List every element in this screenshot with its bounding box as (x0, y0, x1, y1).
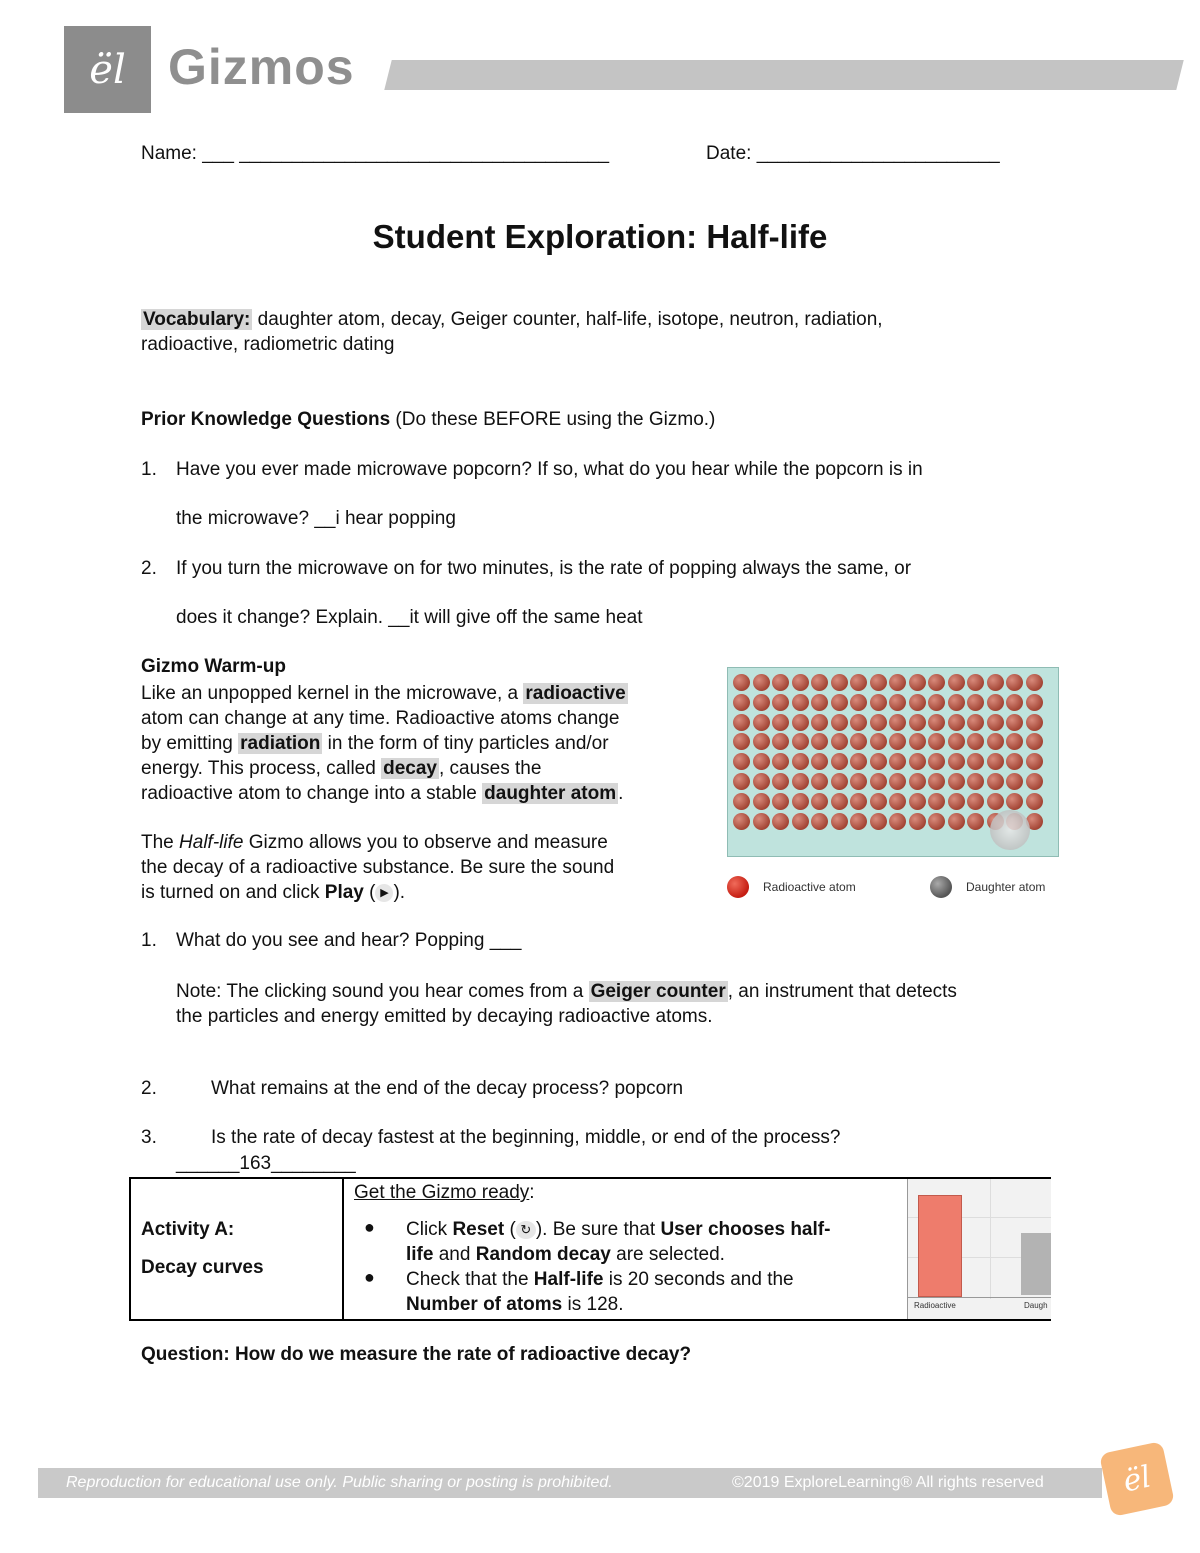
name-field: Name: ___ ___________________________________ (141, 143, 610, 164)
radioactive-atom (811, 674, 828, 691)
radioactive-atom (948, 714, 965, 731)
radioactive-atom (967, 793, 984, 810)
radioactive-atom (792, 674, 809, 691)
radioactive-atom (889, 813, 906, 830)
radioactive-atom (928, 773, 945, 790)
radioactive-atom (948, 793, 965, 810)
radioactive-atom (948, 694, 965, 711)
radioactive-atom (792, 813, 809, 830)
radioactive-atom (1006, 694, 1023, 711)
radioactive-atom (811, 733, 828, 750)
radioactive-atom (733, 773, 750, 790)
radioactive-atom (909, 694, 926, 711)
radioactive-atom-legend-label: Radioactive atom (763, 880, 856, 894)
radioactive-atom (811, 694, 828, 711)
prior-q2-answer: does it change? Explain. __it will give off the same heat (176, 607, 643, 628)
corner-logo: ël (1099, 1441, 1175, 1517)
radioactive-atom (987, 714, 1004, 731)
radioactive-atom (850, 773, 867, 790)
radioactive-atom (733, 753, 750, 770)
radioactive-atom (967, 714, 984, 731)
vocabulary: Vocabulary: daughter atom, decay, Geiger counter, half-life, isotope, neutron, radiation, radioactive, radiometric dating (141, 309, 883, 355)
radioactive-atom (870, 813, 887, 830)
radioactive-atom (967, 674, 984, 691)
radioactive-atom (870, 733, 887, 750)
radioactive-atom (948, 753, 965, 770)
daughter-bar (1021, 1233, 1051, 1295)
radioactive-atom (850, 813, 867, 830)
radioactive-atom (792, 733, 809, 750)
radioactive-atom (987, 793, 1004, 810)
radioactive-atom (850, 714, 867, 731)
radioactive-atom (1026, 793, 1043, 810)
radioactive-atom (772, 674, 789, 691)
radioactive-atom (967, 773, 984, 790)
activity-name: Decay curves (141, 1257, 264, 1278)
radioactive-atom (753, 793, 770, 810)
radioactive-atom (1006, 674, 1023, 691)
radioactive-atom (1026, 753, 1043, 770)
radiation-symbol-icon (990, 810, 1030, 850)
warmup-paragraph-2: The Half-life Gizmo allows you to observe and measure the decay of a radioactive substance. Be sure the sound is turned on and click Play ( ▶ ). (141, 832, 615, 903)
radioactive-atom (928, 694, 945, 711)
get-ready-heading: Get the Gizmo ready: (354, 1182, 535, 1203)
activity-label-cell (131, 1179, 344, 1319)
radioactive-atom (889, 733, 906, 750)
radioactive-atom-legend-icon (727, 876, 749, 898)
radioactive-atom (909, 793, 926, 810)
warmup-q3-number: 3. (141, 1127, 157, 1148)
radioactive-atom (889, 714, 906, 731)
radioactive-atom (850, 674, 867, 691)
radioactive-atom (1006, 793, 1023, 810)
radioactive-atom (870, 714, 887, 731)
radioactive-atom (850, 694, 867, 711)
radioactive-atom (928, 714, 945, 731)
radioactive-atom (733, 793, 750, 810)
radioactive-atom (772, 733, 789, 750)
warmup-paragraph-1: Like an unpopped kernel in the microwave, a radioactive atom can change at any time. Radioactive atoms change by emitting radiation in the form of tiny particles and/or energy. This process, called decay , causes the radioactive atom to change into a stable daughter atom . (141, 683, 626, 804)
radioactive-atom (772, 753, 789, 770)
radioactive-atom (831, 694, 848, 711)
radioactive-atom (909, 813, 926, 830)
radioactive-atom (1026, 674, 1043, 691)
radioactive-atom (870, 694, 887, 711)
radioactive-atom (1026, 733, 1043, 750)
radioactive-atom (948, 813, 965, 830)
prior-q1-answer: the microwave? __i hear popping (176, 508, 456, 529)
radioactive-atom (811, 793, 828, 810)
graph-label-radioactive: Radioactive (914, 1301, 956, 1310)
radioactive-atom (753, 813, 770, 830)
warmup-q2-number: 2. (141, 1078, 157, 1099)
radioactive-atom (967, 733, 984, 750)
activity-label: Activity A: (141, 1219, 235, 1240)
explorelearning-logo: ël (64, 26, 151, 113)
radioactive-atom (889, 793, 906, 810)
radioactive-atom (792, 714, 809, 731)
daughter-atom-legend-icon (930, 876, 952, 898)
radioactive-atom (753, 733, 770, 750)
radioactive-atom (889, 753, 906, 770)
radioactive-atom (733, 714, 750, 731)
radioactive-atom (1026, 773, 1043, 790)
radioactive-atom (753, 674, 770, 691)
radioactive-atom (928, 813, 945, 830)
radioactive-atom (733, 733, 750, 750)
radioactive-atom (870, 773, 887, 790)
radioactive-atom (772, 813, 789, 830)
radioactive-atom (889, 694, 906, 711)
radioactive-atom (870, 753, 887, 770)
radioactive-atom (850, 793, 867, 810)
warmup-q1-number: 1. (141, 930, 157, 951)
radioactive-atom (928, 674, 945, 691)
play-icon: ▶ (375, 884, 393, 902)
radioactive-atom (733, 674, 750, 691)
header-bar (384, 60, 1183, 90)
radioactive-atom (987, 733, 1004, 750)
prior-knowledge-heading: Prior Knowledge Questions (Do these BEFORE using the Gizmo.) (141, 409, 716, 430)
radioactive-atom (948, 733, 965, 750)
activity-instructions-cell (344, 1179, 908, 1319)
radioactive-atom (948, 773, 965, 790)
radioactive-atom (811, 753, 828, 770)
daughter-atom-legend-label: Daughter atom (966, 880, 1046, 894)
radioactive-atom (889, 674, 906, 691)
radioactive-atom (967, 694, 984, 711)
prior-q1-number: 1. (141, 459, 157, 480)
decay-graph-thumbnail (908, 1179, 1051, 1319)
radioactive-atom (811, 813, 828, 830)
radioactive-atom (1006, 773, 1023, 790)
atom-grid-figure (727, 667, 1059, 857)
gizmos-brand: Gizmos (168, 39, 355, 95)
radioactive-atom (889, 773, 906, 790)
graph-label-daughter: Daugh (1024, 1301, 1048, 1310)
radioactive-atom (870, 674, 887, 691)
radioactive-atom (792, 753, 809, 770)
radioactive-atom (928, 753, 945, 770)
radioactive-atom (948, 674, 965, 691)
radioactive-atom (831, 793, 848, 810)
footer-copyright-notice: Reproduction for educational use only. Public sharing or posting is prohibited. (66, 1474, 613, 1491)
radioactive-atom (928, 733, 945, 750)
radioactive-atom (928, 793, 945, 810)
radioactive-atom (967, 753, 984, 770)
radioactive-atom (1026, 714, 1043, 731)
question-heading: Question: How do we measure the rate of radioactive decay? (141, 1344, 692, 1365)
radioactive-atom (753, 714, 770, 731)
radioactive-atom (1026, 694, 1043, 711)
radioactive-atom (909, 714, 926, 731)
prior-q1-text: Have you ever made microwave popcorn? If so, what do you hear while the popcorn is in (176, 459, 923, 480)
radioactive-atom (772, 714, 789, 731)
warmup-q1-text: What do you see and hear? Popping ___ (176, 930, 522, 951)
warmup-heading: Gizmo Warm-up (141, 656, 286, 677)
radioactive-atom (733, 694, 750, 711)
radioactive-atom (1006, 733, 1023, 750)
geiger-note: Note: The clicking sound you hear comes from a Geiger counter , an instrument that detects the particles and energy emitted by decaying radioactive atoms. (176, 981, 957, 1027)
radioactive-atom (831, 733, 848, 750)
radioactive-atom (831, 813, 848, 830)
radioactive-atom (1006, 753, 1023, 770)
radioactive-atom (772, 793, 789, 810)
prior-q2-number: 2. (141, 558, 157, 579)
radioactive-atom (772, 773, 789, 790)
radioactive-atom (987, 753, 1004, 770)
warmup-q2-text: What remains at the end of the decay process? popcorn (211, 1078, 684, 1099)
radioactive-atom (870, 793, 887, 810)
radioactive-atom (987, 674, 1004, 691)
radioactive-bar (918, 1195, 962, 1297)
radioactive-atom (772, 694, 789, 711)
footer-bar (38, 1468, 1102, 1498)
reset-icon: ↻ (516, 1221, 536, 1239)
radioactive-atom (967, 813, 984, 830)
radioactive-atom (850, 753, 867, 770)
radioactive-atom (987, 694, 1004, 711)
date-field: Date: _______________________ (706, 143, 1000, 164)
bullet-dot: ● (364, 1267, 375, 1287)
prior-q2-text: If you turn the microwave on for two minutes, is the rate of popping always the same, or (176, 558, 912, 579)
radioactive-atom (792, 694, 809, 711)
warmup-q3-answer: ______163________ (176, 1153, 356, 1174)
vocabulary-label: Vocabulary: (143, 309, 251, 330)
radioactive-atom (733, 813, 750, 830)
radioactive-atom (831, 773, 848, 790)
radioactive-atom (831, 714, 848, 731)
radioactive-atom (753, 773, 770, 790)
radioactive-atom (909, 753, 926, 770)
radioactive-atom (909, 773, 926, 790)
bullet-check: Check that the Half-life is 20 seconds and the Number of atoms is 128. (406, 1269, 794, 1315)
radioactive-atom (987, 773, 1004, 790)
radioactive-atom (811, 773, 828, 790)
bullet-reset: Click Reset ( ↻ ). Be sure that User chooses half- life and Random decay are selected. (406, 1219, 831, 1265)
radioactive-atom (850, 733, 867, 750)
radioactive-atom (753, 753, 770, 770)
footer-rights: ©2019 ExploreLearning® All rights reserved (732, 1474, 1044, 1491)
radioactive-atom (792, 773, 809, 790)
radioactive-atom (831, 674, 848, 691)
radioactive-atom (909, 674, 926, 691)
radioactive-atom (753, 694, 770, 711)
radioactive-atom (831, 753, 848, 770)
radioactive-atom (1006, 714, 1023, 731)
bullet-dot: ● (364, 1217, 375, 1237)
radioactive-atom (909, 733, 926, 750)
radioactive-atom (811, 714, 828, 731)
radioactive-atom (792, 793, 809, 810)
page-title: Student Exploration: Half-life (372, 218, 828, 255)
warmup-q3-text: Is the rate of decay fastest at the beginning, middle, or end of the process? (211, 1127, 841, 1148)
activity-table (129, 1177, 1051, 1321)
